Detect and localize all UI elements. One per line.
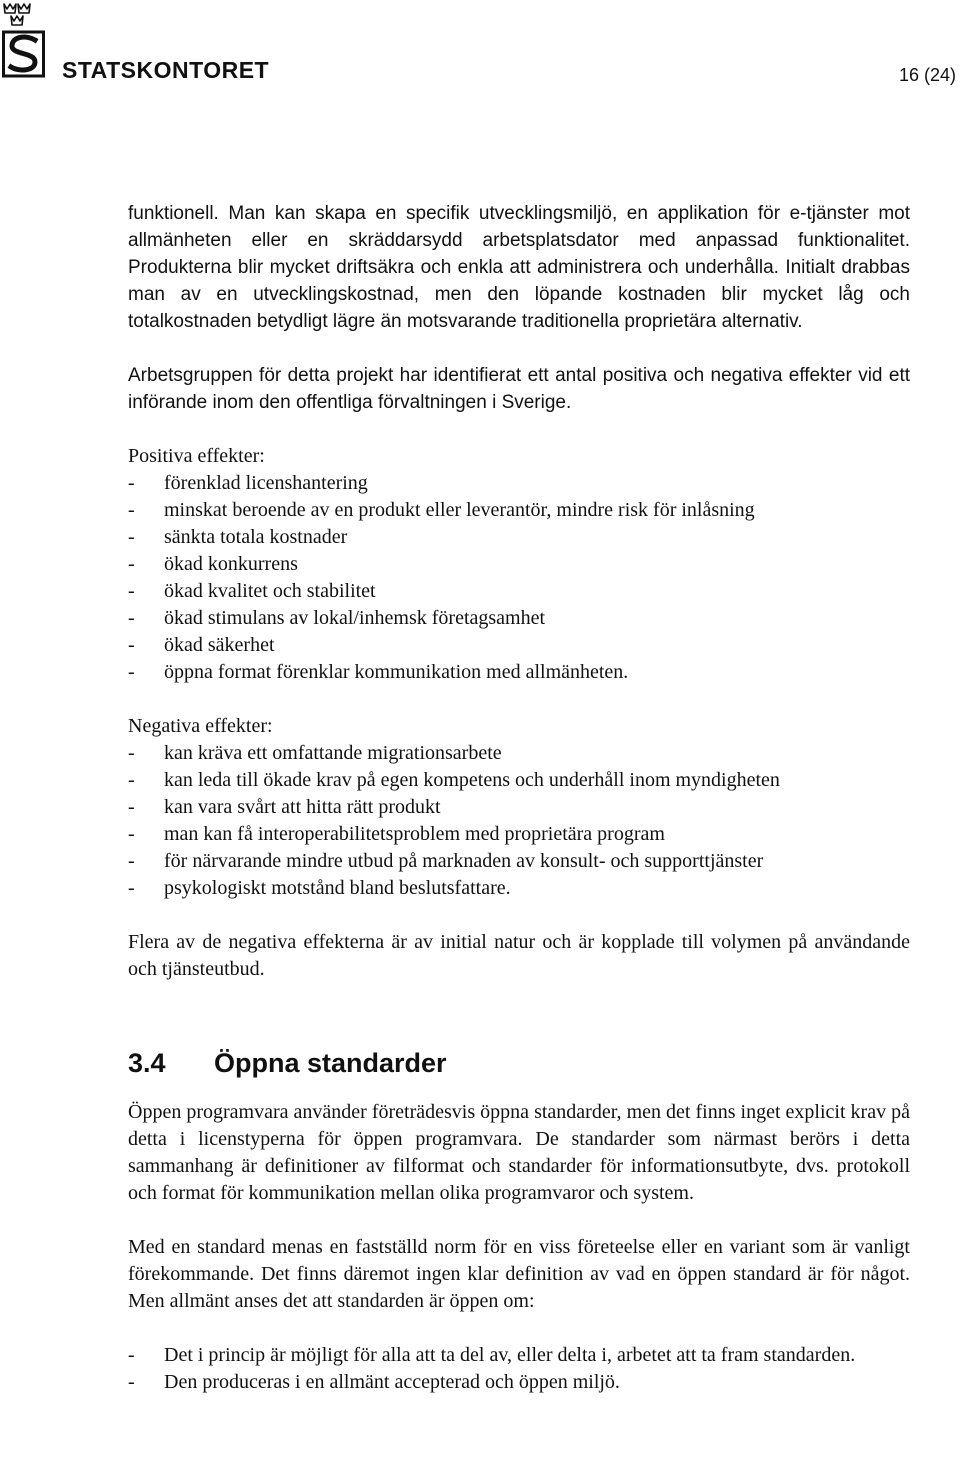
paragraph-standard-definition: Med en standard menas en fastställd norm för en viss företeelse eller en variant som är vanligt förekommande. Det finns däremot ingen klar definition av vad en öppen standard är för något. Men allmänt anses det att standarden är öppen om:: [128, 1236, 910, 1312]
page-number: 16 (24): [898, 65, 956, 85]
list-item: - ökad kvalitet och stabilitet: [128, 578, 910, 605]
list-item: - kan leda till ökade krav på egen kompetens och underhåll inom myndigheten: [128, 767, 910, 794]
document-body: [128, 200, 910, 1396]
open-standard-criteria-list: [128, 1342, 910, 1396]
brand-name: STATSKONTORET: [62, 57, 270, 83]
list-item: - ökad konkurrens: [128, 551, 910, 578]
section-heading: [128, 1045, 910, 1081]
list-item: - ökad stimulans av lokal/inhemsk företagsamhet: [128, 605, 910, 632]
negative-effects-heading: Negativa effekter:: [128, 715, 273, 737]
positive-effects-list: [128, 470, 910, 686]
list-item: - psykologiskt motstånd bland beslutsfattare.: [128, 875, 910, 902]
list-item: - förenklad licenshantering: [128, 470, 910, 497]
list-item: - för närvarande mindre utbud på marknaden av konsult- och supporttjänster: [128, 848, 910, 875]
list-item: - minskat beroende av en produkt eller leverantör, mindre risk för inlåsning: [128, 497, 910, 524]
section-number: 3.4: [128, 1048, 166, 1078]
list-item: - Den produceras i en allmänt accepterad och öppen miljö.: [128, 1369, 910, 1396]
negative-effects-list: [128, 740, 910, 902]
paragraph-open-standards: Öppen programvara använder företrädesvis öppna standarder, men det finns inget explicit krav på detta i licenstyperna för öppen programvara. De standarder som närmast berörs i detta sammanhang är definitioner av filformat och standarder för informationsutbyte, dvs. protokoll och format för kommunikation mellan olika programvaror och system.: [128, 1101, 910, 1204]
paragraph-effects-intro: Arbetsgruppen för detta projekt har identifierat ett antal positiva och negativa effekter vid ett införande inom den offentliga förvaltningen i Sverige.: [128, 365, 910, 413]
section-title: Öppna standarder: [214, 1048, 447, 1078]
list-item: - man kan få interoperabilitetsproblem med proprietära program: [128, 821, 910, 848]
statskontoret-logo-icon: [2, 0, 46, 80]
paragraph-negative-summary: Flera av de negativa effekterna är av initial natur och är kopplade till volymen på användande och tjänsteutbud.: [128, 931, 910, 980]
list-item: - Det i princip är möjligt för alla att ta del av, eller delta i, arbetet att ta fram standarden.: [128, 1342, 910, 1369]
list-item: - ökad säkerhet: [128, 632, 910, 659]
paragraph-intro: funktionell. Man kan skapa en specifik utvecklingsmiljö, en applikation för e-tjänster mot allmänheten eller en skräddarsydd arbetsplatsdator med anpassad funktionalitet. Produkterna blir mycket driftsäkra och enkla att administrera och underhålla. Initialt drabbas man av en utvecklingskostnad, men den löpande kostnaden blir mycket låg och totalkostnaden betydligt lägre än motsvarande traditionella proprietära alternativ.: [128, 203, 910, 332]
list-item: - öppna format förenklar kommunikation med allmänheten.: [128, 659, 910, 686]
list-item: - kan kräva ett omfattande migrationsarbete: [128, 740, 910, 767]
list-item: - kan vara svårt att hitta rätt produkt: [128, 794, 910, 821]
list-item: - sänkta totala kostnader: [128, 524, 910, 551]
positive-effects-heading: Positiva effekter:: [128, 445, 265, 467]
